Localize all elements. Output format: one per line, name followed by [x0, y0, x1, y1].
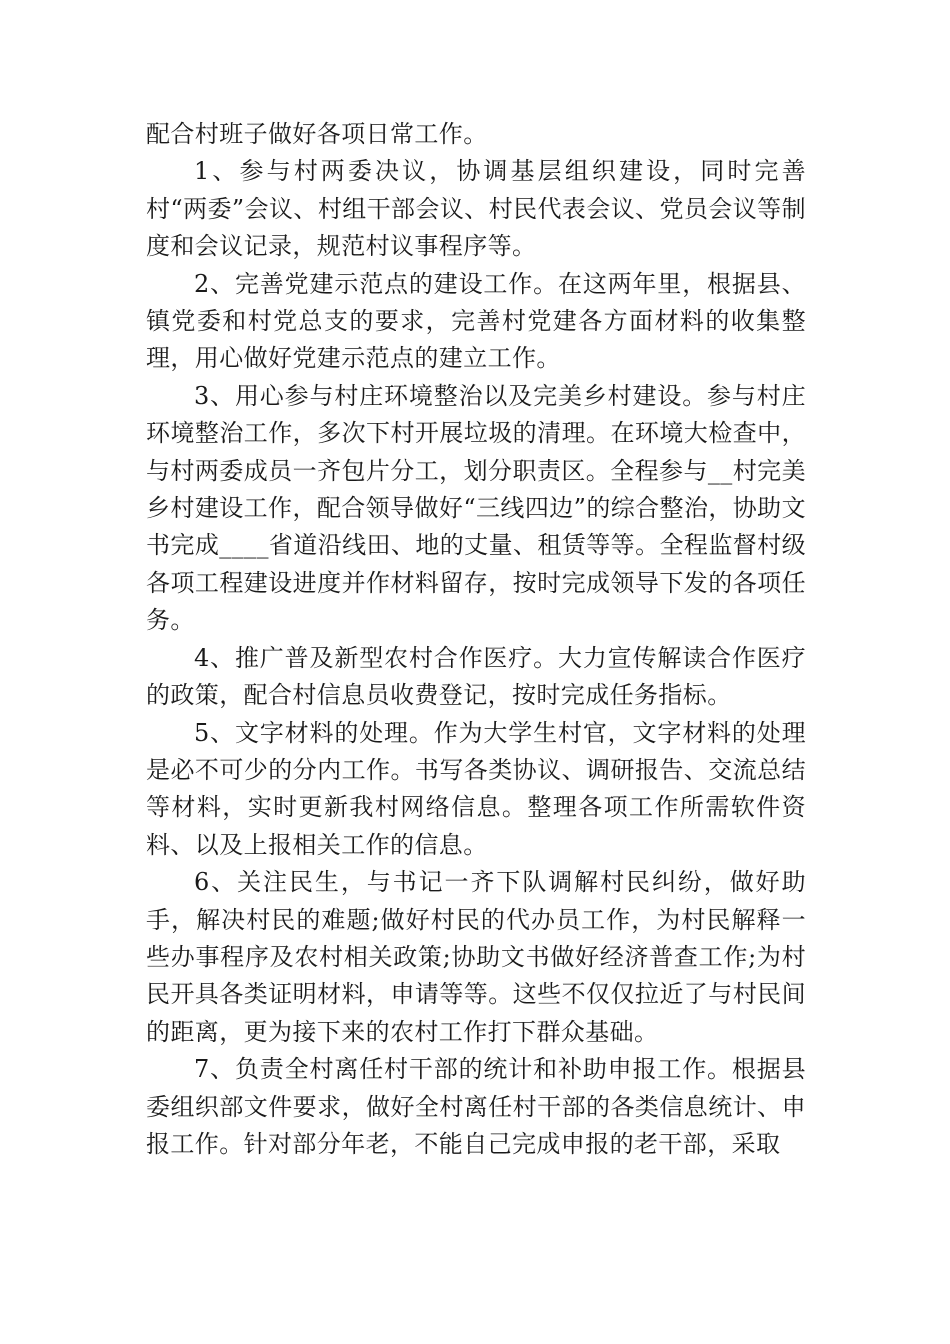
paragraph-7: 7、负责全村离任村干部的统计和补助申报工作。根据县委组织部文件要求，做好全村离任村干部的各类信息统计、申报工作。针对部分年老，不能自己完成申报的老干部，采取 — [146, 1055, 806, 1158]
paragraph-5: 5、文字材料的处理。作为大学生村官，文字材料的处理是必不可少的分内工作。书写各类协议、调研报告、交流总结等材料，实时更新我村网络信息。整理各项工作所需软件资料、以及上报相关工作的信息。 — [146, 718, 806, 859]
paragraph-1: 1、参与村两委决议，协调基层组织建设，同时完善村“两委”会议、村组干部会议、村民代表会议、党员会议等制度和会议记录，规范村议事程序等。 — [146, 157, 806, 261]
paragraph-6: 6、关注民生，与书记一齐下队调解村民纠纷，做好助手，解决村民的难题;做好村民的代办员工作，为村民解释一些办事程序及农村相关政策;协助文书做好经济普查工作;为村民开具各类证明材料，申请等等。这些不仅仅拉近了与村民间的距离，更为接下来的农村工作打下群众基础。 — [146, 868, 806, 1046]
paragraph-4: 4、推广普及新型农村合作医疗。大力宣传解读合作医疗的政策，配合村信息员收费登记，按时完成任务指标。 — [146, 643, 806, 710]
document-body — [146, 116, 806, 1163]
paragraph-3: 3、用心参与村庄环境整治以及完美乡村建设。参与村庄环境整治工作，多次下村开展垃圾的清理。在环境大检查中，与村两委成员一齐包片分工，划分职责区。全程参与__村完美乡村建设工作，配合领导做好“三线四边”的综合整治，协助文书完成____省道沿线田、地的丈量、租赁等等。全程监督村级各项工程建设进度并作材料留存，按时完成领导下发的各项任务。 — [146, 381, 806, 635]
paragraph-2: 2、完善党建示范点的建设工作。在这两年里，根据县、镇党委和村党总支的要求，完善村党建各方面材料的收集整理，用心做好党建示范点的建立工作。 — [146, 269, 806, 373]
lead-line: 配合村班子做好各项日常工作。 — [146, 120, 488, 148]
